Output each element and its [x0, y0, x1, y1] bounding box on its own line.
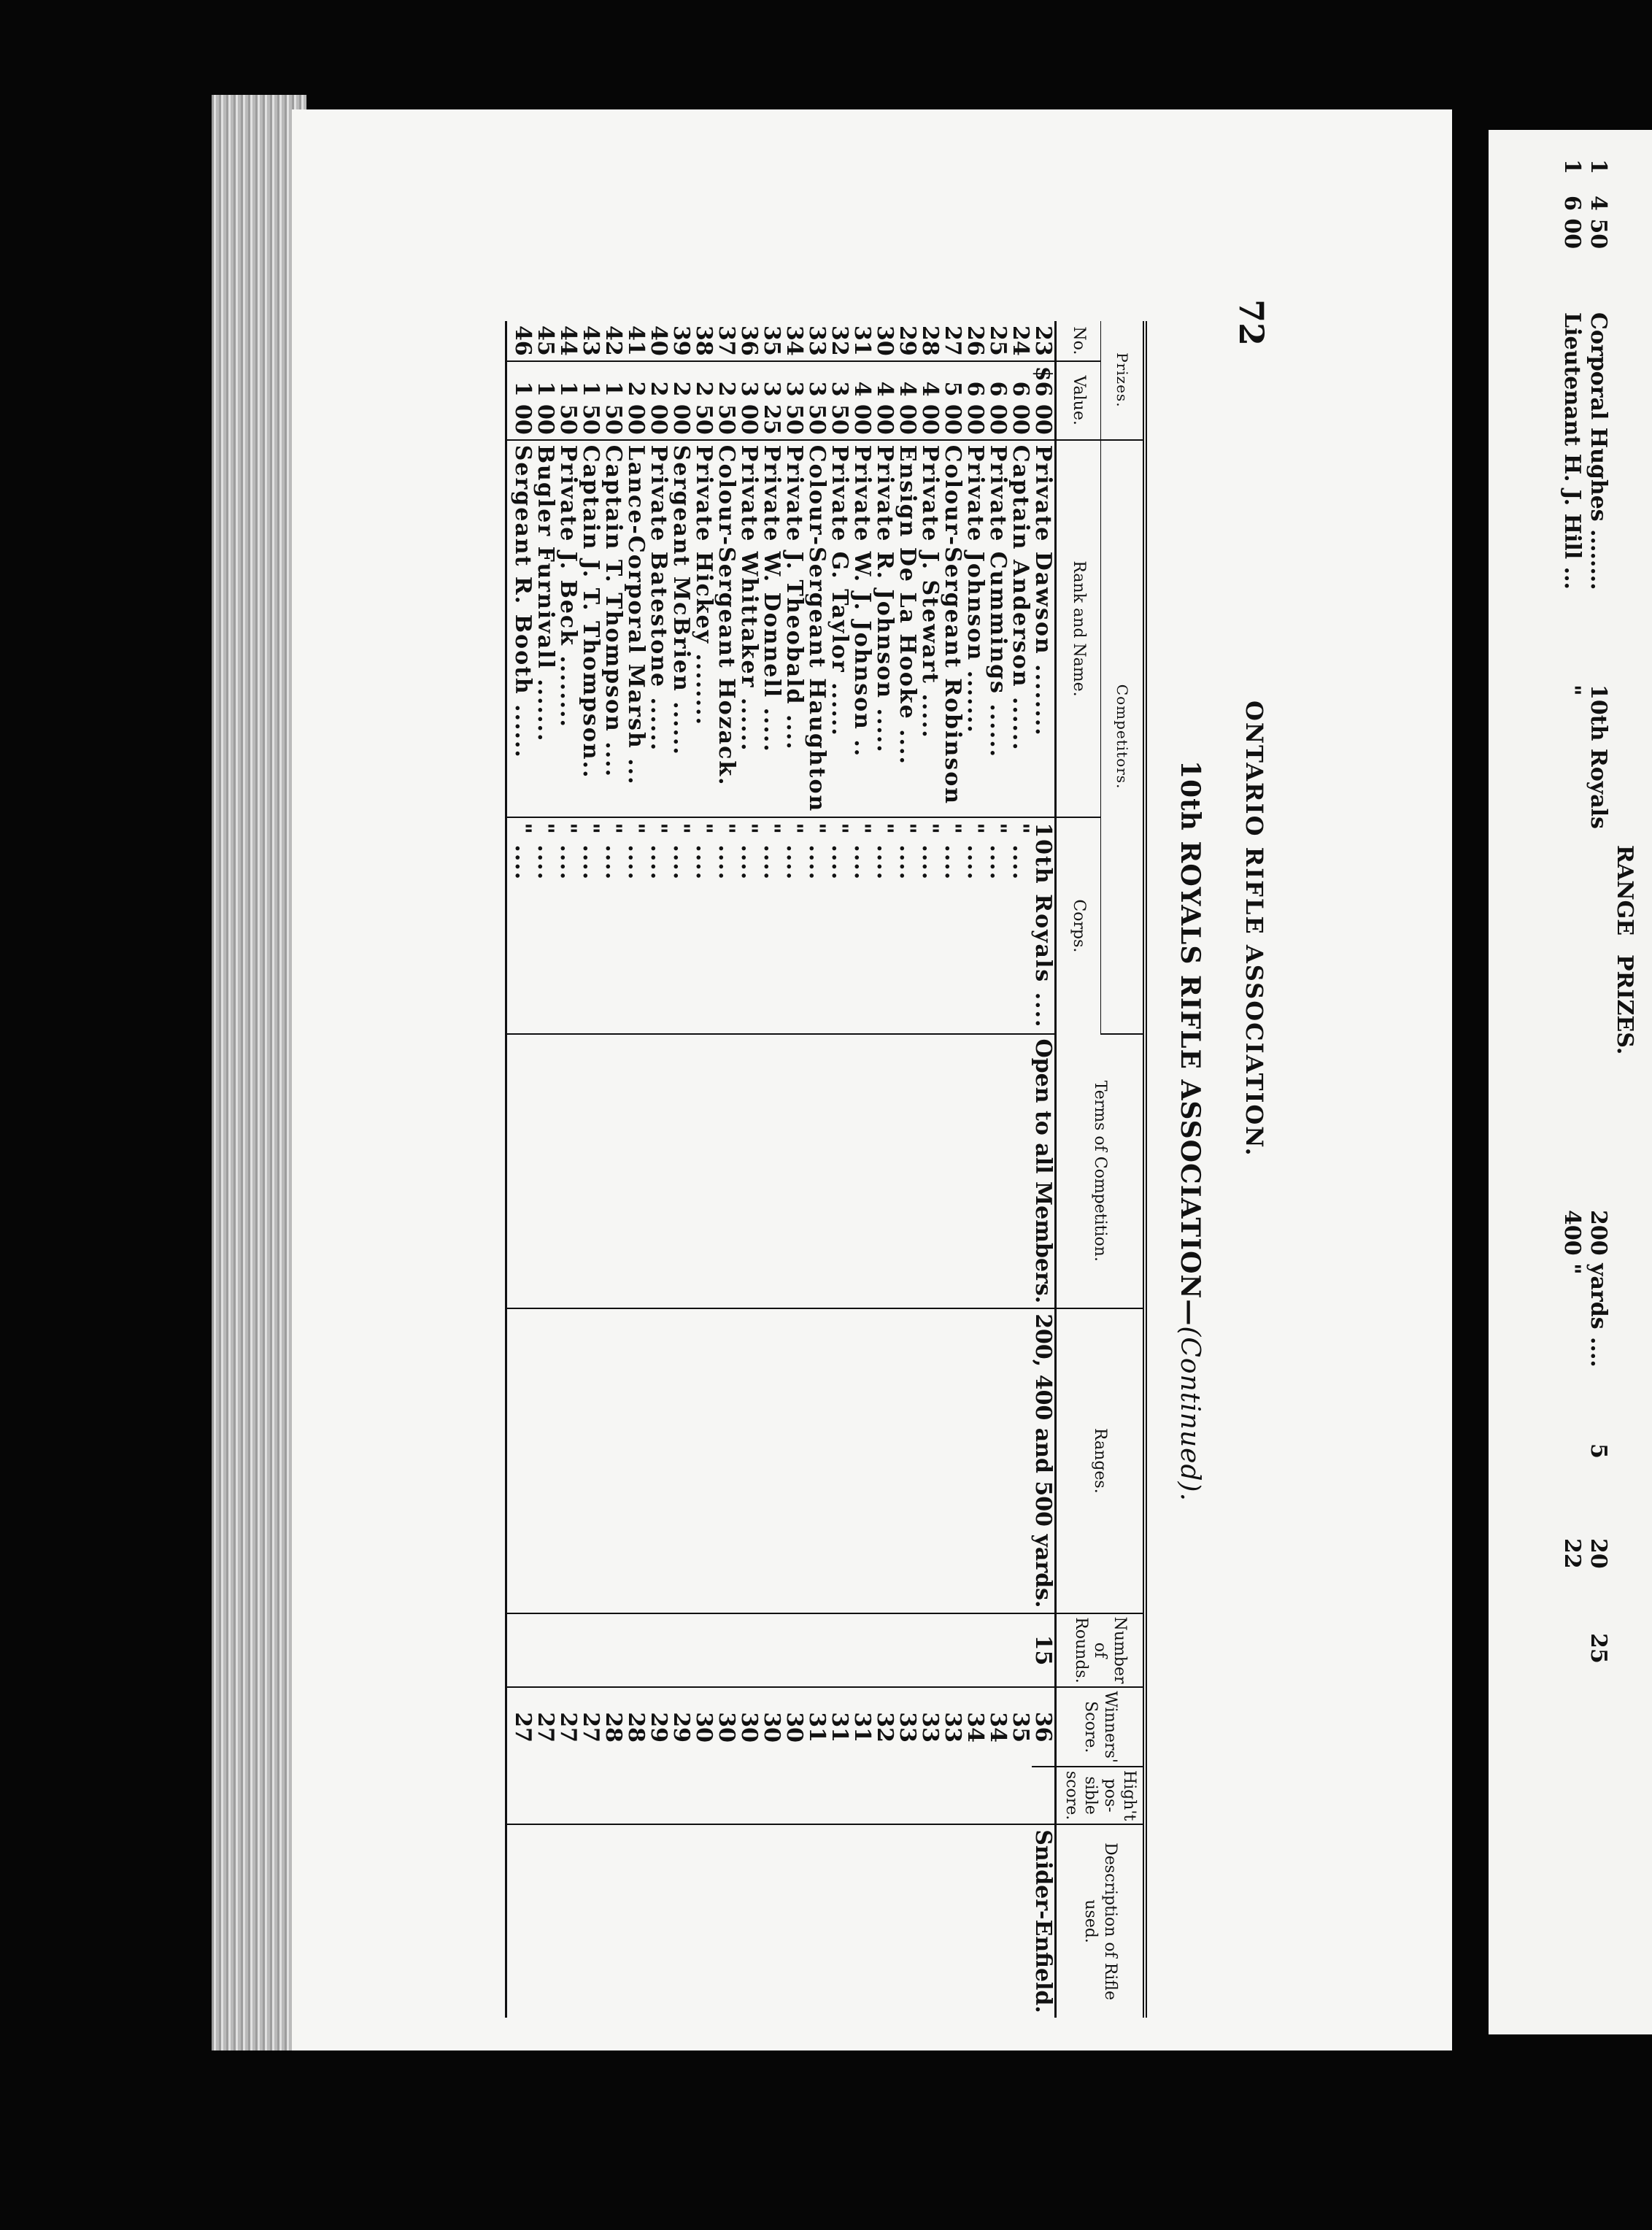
- row-corps: " ....: [851, 817, 873, 1033]
- row-rank-name: Private J. Stewart .....: [919, 440, 941, 818]
- facing-row-range: 200 yards ....: [1586, 1210, 1611, 1367]
- prizes-heading: PRIZES.: [1612, 954, 1637, 1055]
- row-value: 2 50: [692, 361, 715, 440]
- row-rank-name: Private Cummings ......: [987, 440, 1009, 818]
- row-value: 2 00: [625, 361, 647, 440]
- table-row: [1032, 321, 1056, 2018]
- row-score: 31: [804, 1712, 830, 1743]
- row-score: 28: [623, 1712, 649, 1743]
- row-rank-name: Colour-Sergeant Haughton: [806, 440, 828, 818]
- row-rank-name: Lance-Corporal Marsh ...: [625, 440, 647, 818]
- merged-ranges: 200, 400 and 500 yards.: [506, 1308, 1056, 1613]
- row-number: 46: [506, 321, 535, 361]
- row-corps: " ....: [506, 817, 535, 1033]
- row-value: 4 00: [873, 361, 896, 440]
- row-rank-name: Captain Anderson ......: [1009, 440, 1032, 818]
- row-corps: " ....: [987, 817, 1009, 1033]
- row-value: 4 00: [851, 361, 873, 440]
- row-number: 35: [760, 321, 783, 361]
- row-value: 6 00: [964, 361, 987, 440]
- row-corps: " ....: [873, 817, 896, 1033]
- row-rank-name: Private W. Donnell .....: [760, 440, 783, 818]
- table-title: [1147, 292, 1220, 1970]
- row-rank-name: Sergeant R. Booth ......: [506, 440, 535, 818]
- row-number: 43: [579, 321, 602, 361]
- header-winners-score: Winners' Score.: [1056, 1687, 1145, 1766]
- row-number: 34: [783, 321, 806, 361]
- row-corps: " ....: [896, 817, 919, 1033]
- results-table: [505, 321, 1147, 2018]
- row-number: 23: [1032, 321, 1056, 361]
- row-value: 6 00: [987, 361, 1009, 440]
- row-rank-name: Private Whittaker ......: [738, 440, 760, 818]
- row-value: 2 00: [647, 361, 670, 440]
- row-number: 26: [964, 321, 987, 361]
- row-score: 33: [895, 1712, 921, 1743]
- row-number: 27: [941, 321, 964, 361]
- header-ranges: Ranges.: [1056, 1308, 1145, 1613]
- row-number: 42: [602, 321, 625, 361]
- header-terms: Terms of Competition.: [1056, 1034, 1145, 1309]
- merged-terms: Open to all Members.: [506, 1034, 1056, 1309]
- row-number: 28: [919, 321, 941, 361]
- row-number: 30: [873, 321, 896, 361]
- header-highest-score: High't pos-sible score.: [1056, 1767, 1145, 1824]
- row-number: 31: [851, 321, 873, 361]
- row-rank-name: Sergeant McBrien ......: [670, 440, 692, 818]
- table-title-text: 10th ROYALS RIFLE ASSOCIATION—: [1175, 760, 1205, 1327]
- row-value: 3 25: [760, 361, 783, 440]
- facing-row-rounds: 5: [1586, 1443, 1611, 1459]
- facing-row-no: 1: [1559, 159, 1585, 174]
- facing-row-highest: 25: [1586, 1633, 1611, 1664]
- row-corps: " ....: [1009, 817, 1032, 1033]
- row-rank-name: Private Johnson .......: [964, 440, 987, 818]
- row-score: 31: [849, 1712, 876, 1743]
- row-score: 35: [1008, 1712, 1034, 1743]
- row-rank-name: Private Batestone ......: [647, 440, 670, 818]
- row-rank-name: Private G. Taylor ......: [828, 440, 851, 818]
- row-value: 3 50: [828, 361, 851, 440]
- header-competitors: Competitors.: [1101, 440, 1145, 1034]
- row-number: 36: [738, 321, 760, 361]
- row-number: 29: [896, 321, 919, 361]
- row-score: 33: [917, 1712, 943, 1743]
- row-score: 29: [646, 1712, 672, 1743]
- header-value: Value.: [1056, 361, 1101, 440]
- row-rank-name: Private W. J. Johnson ..: [851, 440, 873, 818]
- facing-page-row: [1585, 130, 1611, 1808]
- row-number: 44: [557, 321, 579, 361]
- row-number: 38: [692, 321, 715, 361]
- row-rank-name: Private J. Beck ........: [557, 440, 579, 818]
- row-corps: " ....: [579, 817, 602, 1033]
- header-no: No.: [1056, 321, 1101, 361]
- merged-highest-score: [506, 1767, 1056, 1824]
- row-corps: " ....: [919, 817, 941, 1033]
- row-number: 32: [828, 321, 851, 361]
- row-score: 33: [940, 1712, 966, 1743]
- row-number: 45: [534, 321, 557, 361]
- row-value: $6 00: [1032, 361, 1056, 440]
- facing-page-heading: [1611, 130, 1637, 1808]
- row-rank-name: Ensign De La Hooke ....: [896, 440, 919, 818]
- facing-row-name: Lieutenant H. J. Hill ...: [1559, 312, 1585, 590]
- header-prizes: Prizes.: [1101, 321, 1145, 440]
- facing-row-range: 400 ": [1559, 1210, 1585, 1275]
- row-score: 27: [533, 1712, 559, 1743]
- row-corps: " ....: [715, 817, 738, 1033]
- row-number: 37: [715, 321, 738, 361]
- row-corps: " ....: [647, 817, 670, 1033]
- row-score: 27: [578, 1712, 604, 1743]
- row-score: 30: [691, 1712, 717, 1743]
- facing-row-value: 6 00: [1559, 196, 1585, 250]
- facing-row-corps: 10th Royals: [1586, 684, 1611, 829]
- row-corps: " ....: [828, 817, 851, 1033]
- row-rank-name: Bugler Furnivall .......: [534, 440, 557, 818]
- page-number: 72: [1232, 299, 1271, 347]
- facing-page-table: [1559, 130, 1637, 1808]
- row-score: 32: [872, 1712, 898, 1743]
- row-value: 1 50: [602, 361, 625, 440]
- row-corps: " ....: [941, 817, 964, 1033]
- row-corps: " ....: [783, 817, 806, 1033]
- row-corps: " ....: [602, 817, 625, 1033]
- header-rank-name: Rank and Name.: [1056, 440, 1101, 818]
- row-corps: " ....: [760, 817, 783, 1033]
- row-corps: " ....: [534, 817, 557, 1033]
- row-score: 29: [668, 1712, 695, 1743]
- row-number: 41: [625, 321, 647, 361]
- row-rank-name: Private R. Johnson .....: [873, 440, 896, 818]
- facing-row-value: 4 50: [1586, 196, 1611, 250]
- row-value: 3 50: [783, 361, 806, 440]
- row-rank-name: Colour-Sergeant Robinson: [941, 440, 964, 818]
- facing-row-corps: ": [1559, 684, 1585, 696]
- facing-row-score: 22: [1559, 1538, 1585, 1569]
- row-rank-name: Colour-Sergeant Hozack.: [715, 440, 738, 818]
- row-corps: " ....: [692, 817, 715, 1033]
- row-value: 2 00: [670, 361, 692, 440]
- row-score: 30: [714, 1712, 740, 1743]
- row-score: 30: [736, 1712, 763, 1743]
- table-title-continued: (Continued).: [1175, 1326, 1205, 1502]
- facing-row-name: Corporal Hughes ........: [1586, 312, 1611, 590]
- range-heading: RANGE: [1612, 845, 1637, 936]
- header-corps: Corps.: [1056, 817, 1101, 1033]
- merged-rifle: Snider-Enfield.: [1030, 1829, 1057, 2013]
- row-rank-name: Captain J. T. Thompson..: [579, 440, 602, 818]
- row-value: 3 50: [806, 361, 828, 440]
- row-score: 27: [510, 1712, 536, 1743]
- row-value: 1 00: [506, 361, 535, 440]
- row-rank-name: Private J. Theobald ....: [783, 440, 806, 818]
- row-value: 3 00: [738, 361, 760, 440]
- facing-page-row: [1559, 130, 1585, 1808]
- row-value: 5 00: [941, 361, 964, 440]
- facing-page-content: [1489, 130, 1652, 2034]
- results-table-body: [506, 321, 1056, 2018]
- row-corps: " ....: [738, 817, 760, 1033]
- row-rank-name: Captain T. Thompson ....: [602, 440, 625, 818]
- row-value: 1 50: [557, 361, 579, 440]
- row-rank-name: Private Dawson ........: [1032, 440, 1056, 818]
- header-rifle: Description of Rifle used.: [1056, 1824, 1145, 2018]
- row-score: 34: [985, 1712, 1011, 1743]
- row-value: 4 00: [919, 361, 941, 440]
- row-corps: " ....: [625, 817, 647, 1033]
- running-head: ONTARIO RIFLE ASSOCIATION.: [1240, 701, 1268, 1157]
- row-value: 1 50: [579, 361, 602, 440]
- row-score: 30: [759, 1712, 785, 1743]
- row-number: 40: [647, 321, 670, 361]
- header-rounds: Number of Rounds.: [1056, 1613, 1145, 1688]
- row-number: 24: [1009, 321, 1032, 361]
- row-corps: " ....: [806, 817, 828, 1033]
- row-score: 28: [601, 1712, 627, 1743]
- row-number: 39: [670, 321, 692, 361]
- rotated-page-content: [403, 292, 1278, 2013]
- row-corps: 10th Royals ....: [1032, 817, 1056, 1033]
- row-rank-name: Private Hickey ........: [692, 440, 715, 818]
- row-value: 4 00: [896, 361, 919, 440]
- row-number: 33: [806, 321, 828, 361]
- row-corps: " ....: [557, 817, 579, 1033]
- facing-row-no: 1: [1586, 159, 1611, 174]
- row-value: 2 50: [715, 361, 738, 440]
- row-number: 25: [987, 321, 1009, 361]
- row-value: 1 00: [534, 361, 557, 440]
- row-score: 31: [827, 1712, 853, 1743]
- merged-rounds: 15: [506, 1613, 1056, 1688]
- page-header: [1220, 292, 1278, 1970]
- facing-row-score: 20: [1586, 1538, 1611, 1569]
- row-corps: " ....: [964, 817, 987, 1033]
- row-corps: " ....: [670, 817, 692, 1033]
- row-score: 34: [962, 1712, 989, 1743]
- row-score: 36: [1032, 1687, 1056, 1766]
- row-score: 30: [781, 1712, 808, 1743]
- row-score: 27: [555, 1712, 582, 1743]
- row-value: 6 00: [1009, 361, 1032, 440]
